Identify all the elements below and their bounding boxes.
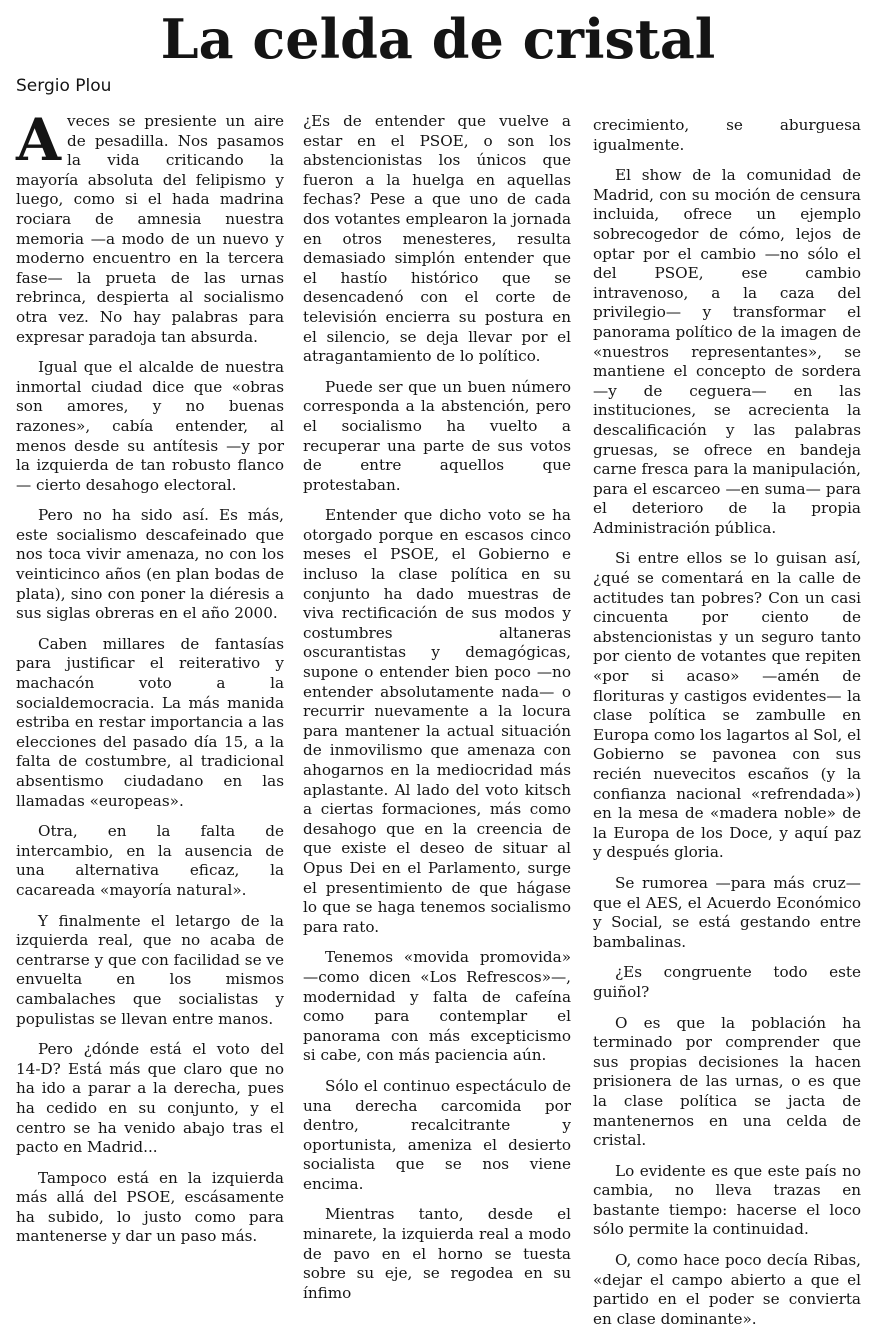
paragraph: ¿Es congruente todo este guiñol? — [593, 963, 861, 1001]
drop-cap: A — [16, 106, 62, 174]
paragraph: Igual que el alcalde de nuestra inmortal ciudad dice que «obras son amores, y no buenas razones», cabía entender, al menos desde su antítesis —y por la izquierda de tan robusto flanco— cierto desahogo electoral. — [16, 358, 284, 494]
paragraph: ¿Es de entender que vuelve a estar en el PSOE, o son los abstencionistas los únicos que fueron a la huelga en aquellas fechas? Pese a que uno de cada dos votantes emplearon la jornada en otros menesteres, resulta demasiado simplón entender que el hastío histórico que se desencadenó con el corte de televisión encierra su postura en el silencio, se deja llevar por el atragantamiento de lo político. — [303, 112, 571, 366]
paragraph: Mientras tanto, desde el minarete, la izquierda real a modo de pavo en el horno se tuesta sobre su eje, se regodea en su ínfimo — [303, 1205, 571, 1302]
column-2 — [303, 112, 571, 1314]
paragraph: O, como hace poco decía Ribas, «dejar el campo abierto a que el partido en el poder se convierta en clase dominante». — [593, 1251, 861, 1328]
paragraph: Sólo el continuo espectáculo de una derecha carcomida por dentro, recalcitrante y oportunista, ameniza el desierto socialista que se nos viene encima. — [303, 1076, 571, 1193]
paragraph: Si entre ellos se lo guisan así, ¿qué se comentará en la calle de actitudes tan pobres? Con un casi cincuenta por ciento de abstencionistas y un seguro tanto por ciento de votantes que repiten «por si acaso» —amén de florituras y castigos evidentes— la clase política se zambulle en Europa como los lagartos al Sol, el Gobierno se pavonea con sus recién nuevecitos escaños (y la confianza nacional «refrendada») en la mesa de «madera noble» de la Europa de los Doce, y aquí paz y después gloria. — [593, 549, 861, 862]
paragraph: Entender que dicho voto se ha otorgado porque en escasos cinco meses el PSOE, el Gobierno e incluso la clase política en su conjunto ha dado muestras de viva rectificación de sus modos y costumbres altaneras oscurantistas y demagógicas, supone o entender bien poco —no entender absolutamente nada— o recurrir nuevamente a la locura para mantener la actual situación de inmovilismo que amenaza con ahogarnos en la mediocridad más aplastante. Al lado del voto kitsch a ciertas formaciones, más como desahogo que en la creencia de que existe el deseo de situar al Opus Dei en el Parlamento, surge el presentimiento de que hágase lo que se haga tenemos socialismo para rato. — [303, 506, 571, 936]
paragraph: Lo evidente es que este país no cambia, no lleva trazas en bastante tiempo: hacerse el loco sólo permite la continuidad. — [593, 1161, 861, 1239]
column-1 — [16, 106, 284, 1258]
paragraph: Y finalmente el letargo de la izquierda real, que no acaba de centrarse y que con facilidad se ve envuelta en los mismos cambalaches que socialistas y populistas se llevan entre manos. — [16, 911, 284, 1028]
paragraph: Tenemos «movida promovida» —como dicen «Los Refrescos»—, modernidad y falta de cafeína como para contemplar el panorama con más excepticismo si cabe, con más paciencia aún. — [303, 948, 571, 1065]
paragraph: O es que la población ha terminado por comprender que sus propias decisiones la hacen prisionera de las urnas, o es que la clase política se jacta de mantenernos en una celda de cristal. — [593, 1013, 861, 1150]
paragraph: Pero no ha sido así. Es más, este socialismo descafeinado que nos toca vivir amenaza, no con los veinticinco años (en plan bodas de plata), sino con poner la diéresis a sus siglas obreras en el año 2000. — [16, 506, 284, 623]
paragraph — [16, 106, 284, 347]
paragraph: Se rumorea —para más cruz— que el AES, el Acuerdo Económico y Social, se está gestando entre bambalinas. — [593, 873, 861, 951]
paragraph: Pero ¿dónde está el voto del 14-D? Está más que claro que no ha ido a parar a la derecha, pues ha cedido en su conjunto, y el centro se ha venido abajo tras el pacto en Madrid... — [16, 1040, 284, 1157]
paragraph: Puede ser que un buen número corresponda a la abstención, pero el socialismo ha vuelto a recuperar una parte de sus votos de entre aquellos que protestaban. — [303, 377, 571, 494]
column-3 — [593, 116, 861, 1340]
paragraph-text: veces se presiente un aire de pesadilla. Nos pasamos la vida criticando la mayoría absoluta del felipismo y luego, como si el hada madrina rociara de amnesia nuestra memoria —a modo de un nuevo y moderno encuentro en la tercera fase— la prueta de las urnas rebrinca, despierta al socialismo otra vez. No hay palabras para expresar paradoja tan absurda. — [16, 112, 284, 346]
paragraph: Otra, en la falta de intercambio, en la ausencia de una alternativa eficaz, la cacareada «mayoría natural». — [16, 822, 284, 899]
paragraph: crecimiento, se aburguesa igualmente. — [593, 116, 861, 154]
paragraph: Caben millares de fantasías para justificar el reiterativo y machacón voto a la socialdemocracia. La más manida estriba en restar importancia a las elecciones del pasado día 15, a la falta de costumbre, al tradicional absentismo ciudadano en las llamadas «europeas». — [16, 634, 284, 810]
paragraph: Tampoco está en la izquierda más allá del PSOE, escásamente ha subido, lo justo como para mantenerse y dar un paso más. — [16, 1168, 284, 1246]
paragraph: El show de la comunidad de Madrid, con su moción de censura incluida, ofrece un ejemplo sobrecogedor de cómo, lejos de optar por el cambio —no sólo el del PSOE, ese cambio intravenoso, a la caza del privilegio— y transformar el panorama político de la imagen de «nuestros representantes», se mantiene el concepto de sordera —y de ceguera— en las instituciones, se acrecienta la descalificación y las palabras gruesas, se ofrece en bandeja carne fresca para la manipulación, para el escarceo —en suma— para el deterioro de la propia Administración pública. — [593, 166, 861, 537]
headline: La celda de cristal — [160, 7, 716, 71]
byline: Sergio Plou — [16, 76, 112, 96]
